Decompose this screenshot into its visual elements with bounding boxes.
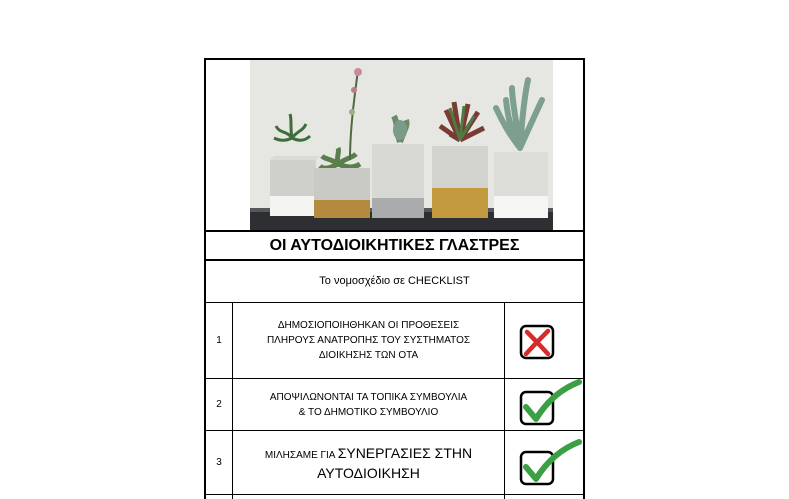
- cross-icon: [519, 324, 555, 360]
- row-text-emphasis: ΑΥΤΟΔΙΟΙΚΗΣΗ: [317, 464, 420, 481]
- checklist-row: [204, 303, 585, 379]
- row-text: [233, 379, 505, 430]
- row-number: 2: [204, 379, 233, 430]
- document-title: ΟΙ ΑΥΤΟΔΙΟΙΚΗΤΙΚΕΣ ΓΛΑΣΤΡΕΣ: [204, 230, 585, 261]
- checklist-row: [204, 379, 585, 431]
- checkmark-icon: [519, 379, 583, 429]
- row-text: [233, 303, 505, 378]
- status-cell: [505, 495, 585, 499]
- row-text-line: ΑΠΟΨΙΛΩΝΟΝΤΑΙ ΤΑ ΤΟΠΙΚΑ ΣΥΜΒΟΥΛΙΑ: [269, 391, 468, 403]
- status-cell: [505, 431, 585, 494]
- row-text-prefix: ΜΙΛΗΣΑΜΕ ΓΙΑ: [264, 449, 335, 461]
- checklist-row: [204, 431, 585, 495]
- succulent-pots-photo: [250, 60, 553, 230]
- status-cell: [505, 379, 585, 430]
- row-number: 3: [204, 431, 233, 494]
- row-text-line: & ΤΟ ΔΗΜΟΤΙΚΟ ΣΥΜΒΟΥΛΙΟ: [298, 406, 439, 418]
- status-cell: [505, 303, 585, 378]
- checkmark-icon: [519, 439, 583, 489]
- row-text-line: ΠΛΗΡΟΥΣ ΑΝΑΤΡΟΠΗΣ ΤΟΥ ΣΥΣΤΗΜΑΤΟΣ: [266, 335, 471, 346]
- row-number: 1: [204, 303, 233, 378]
- row-text-emphasis: ΣΥΝΕΡΓΑΣΙΕΣ ΣΤΗΝ: [337, 444, 473, 461]
- document-subtitle: Το νομοσχέδιο σε CHECKLIST: [204, 259, 585, 303]
- row-number: [204, 495, 233, 499]
- row-text-line: ΔΙΟΙΚΗΣΗΣ ΤΩΝ ΟΤΑ: [318, 350, 419, 361]
- row-text-line: ΔΗΜΟΣΙΟΠΟΙΗΘΗΚΑΝ ΟΙ ΠΡΟΘΕΣΕΙΣ: [277, 320, 460, 331]
- row-text: [233, 431, 505, 494]
- checklist-document: [204, 58, 585, 497]
- photo-cell: [204, 58, 585, 232]
- checklist-row: [204, 495, 585, 499]
- row-text: [233, 495, 505, 499]
